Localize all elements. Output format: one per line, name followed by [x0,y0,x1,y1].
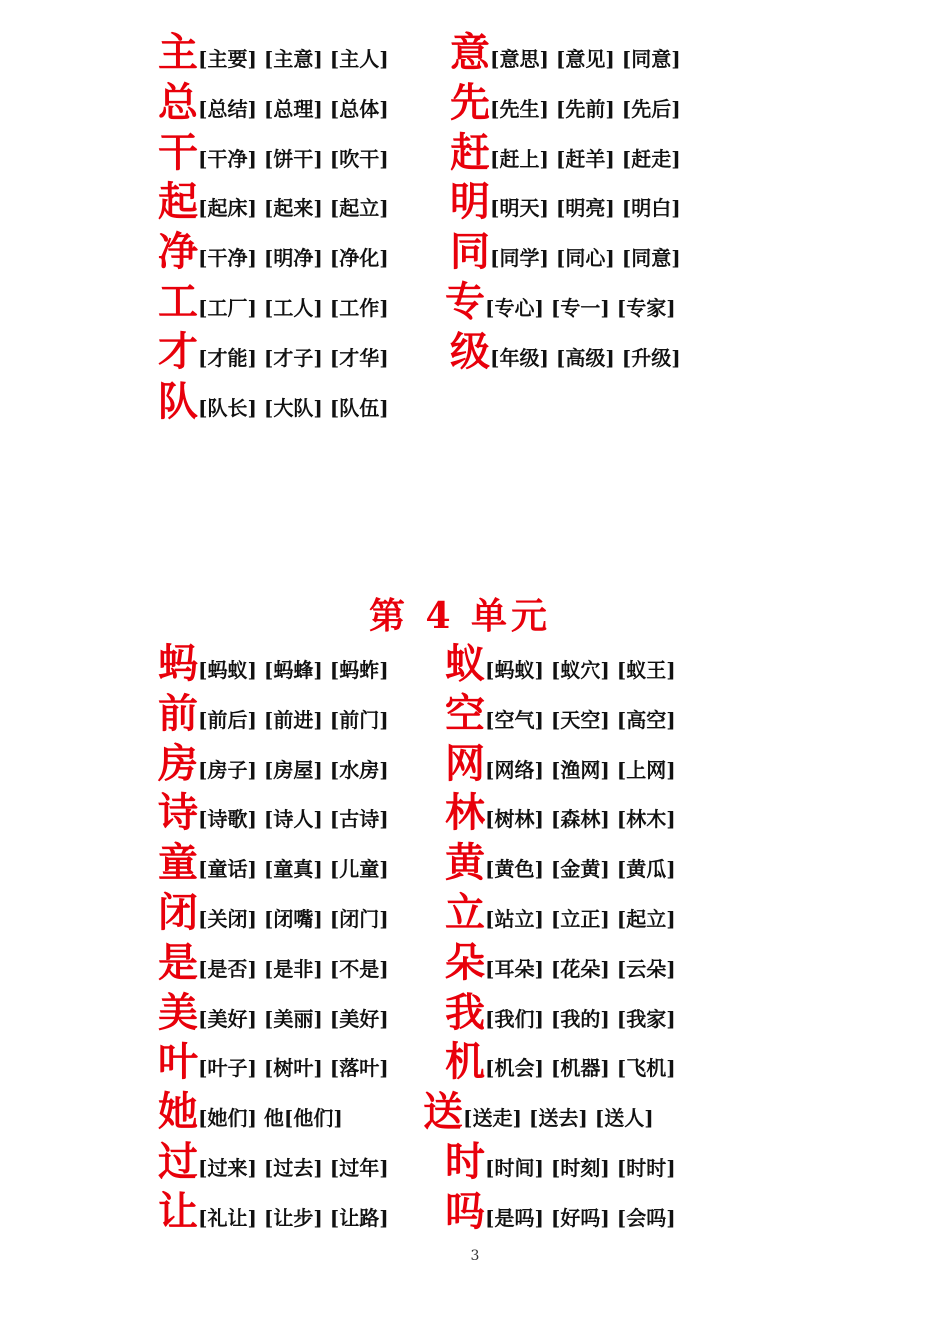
vocab-entry [450,327,681,377]
vocab-character: 网 [445,739,485,787]
vocab-entry [450,128,681,178]
vocab-words: [网络] [渔网] [上网] [485,757,676,782]
vocab-words: [蚂蚁] [蚁穴] [蚁王] [485,658,676,682]
vocab-words: [队长] [大队] [队伍] [198,395,389,420]
vocab-entry [445,788,676,838]
vocab-entry [158,377,389,427]
vocab-character: 赶 [450,128,490,176]
vocab-character: 她 [158,1088,198,1136]
vocab-character: 过 [158,1138,198,1185]
vocab-words: [是吗] [好吗] [会吗] [485,1205,676,1230]
page-number: 3 [470,1248,480,1264]
vocab-character: 朵 [445,938,485,986]
vocab-words: [礼让] [让步] [让路] [198,1205,389,1230]
vocab-character: 起 [158,178,198,226]
vocab-words: [赶上] [赶羊] [赶走] [490,146,681,171]
vocab-words: [主要] [主意] [主人] [198,47,389,71]
vocab-entry [158,1037,389,1087]
vocab-words: [干净] [饼干] [吹干] [198,146,389,171]
vocab-character: 空 [445,689,485,737]
vocab-entry [158,788,389,838]
vocab-words: [叶子] [树叶] [落叶] [198,1056,389,1081]
vocab-character: 才 [158,327,198,375]
vocab-words: [机会] [机器] [飞机] [485,1056,676,1081]
vocab-entry [445,888,676,938]
vocab-words: [意思] [意见] [同意] [490,47,681,71]
vocab-entry [158,639,389,689]
vocab-words: [干净] [明净] [净化] [198,246,389,271]
vocab-entry [445,988,676,1038]
vocab-entry [158,177,389,227]
vocab-words: [专心] [专一] [专家] [485,296,676,320]
vocab-words: [诗歌] [诗人] [古诗] [198,807,389,832]
vocab-entry [450,177,681,227]
vocab-words: [蚂蚁] [蚂蜂] [蚂蚱] [198,658,389,682]
vocab-character: 闭 [158,889,198,936]
vocab-words: [树林] [森林] [林木] [485,807,676,832]
vocab-words: [过来] [过去] [过年] [198,1156,389,1180]
vocab-entry [445,689,676,739]
vocab-character: 是 [158,938,198,986]
vocab-character: 美 [158,988,198,1036]
vocab-character: 童 [158,839,198,887]
vocab-entry [158,277,389,327]
vocab-words: [她们] 他[他们] [198,1106,343,1131]
vocab-words: [站立] [立正] [起立] [485,907,676,931]
vocab-entry [158,78,389,128]
vocab-entry [445,1187,676,1237]
unit-title: 第 4 单元 [368,595,552,637]
vocab-words: [黄色] [金黄] [黄瓜] [485,857,676,882]
vocab-words: [美好] [美丽] [美好] [198,1006,389,1031]
vocab-character: 黄 [445,839,485,887]
vocab-entry [445,1137,676,1187]
vocab-character: 干 [158,128,198,176]
vocab-words: [前后] [前进] [前门] [198,707,389,732]
vocab-character: 队 [158,377,198,425]
vocab-words: [起床] [起来] [起立] [198,196,389,221]
vocab-entry [158,327,389,377]
vocab-entry [450,78,681,128]
vocab-entry [445,938,676,988]
vocab-entry [445,277,676,327]
vocab-entry [158,888,389,938]
vocab-character: 吗 [445,1187,485,1235]
vocab-entry [423,1087,654,1137]
vocab-entry [445,739,676,789]
vocab-character: 总 [158,78,198,126]
vocab-character: 立 [445,889,485,936]
vocab-entry [445,838,676,888]
vocab-character: 级 [450,327,490,375]
vocab-character: 我 [445,988,485,1036]
vocab-character: 房 [158,739,198,787]
vocab-entry [158,838,389,888]
vocab-words: [先生] [先前] [先后] [490,96,681,121]
vocab-words: [关闭] [闭嘴] [闭门] [198,907,389,931]
vocab-character: 林 [445,789,485,837]
vocab-entry [158,689,389,739]
vocab-entry [158,1137,389,1187]
vocab-words: [时间] [时刻] [时时] [485,1156,676,1180]
vocab-words: [年级] [高级] [升级] [490,345,681,370]
vocab-entry [450,227,681,277]
vocab-character: 明 [450,178,490,226]
vocab-entry [158,28,389,78]
vocab-character: 同 [450,228,490,276]
vocab-entry [158,739,389,789]
vocab-character: 时 [445,1138,485,1185]
vocab-entry [158,1087,343,1137]
vocab-character: 让 [158,1187,198,1235]
vocab-character: 净 [158,228,198,276]
vocab-character: 工 [158,278,198,325]
vocab-character: 送 [423,1088,463,1136]
vocab-character: 意 [450,29,490,76]
vocab-character: 主 [158,29,198,76]
vocab-words: [明天] [明亮] [明白] [490,196,681,221]
vocab-entry [450,28,681,78]
vocab-entry [158,128,389,178]
vocab-words: [工厂] [工人] [工作] [198,296,389,320]
vocab-character: 先 [450,78,490,126]
vocab-entry [445,1037,676,1087]
vocab-character: 诗 [158,789,198,837]
vocab-character: 叶 [158,1038,198,1086]
vocab-words: [我们] [我的] [我家] [485,1006,676,1031]
vocab-words: [总结] [总理] [总体] [198,96,389,121]
vocab-entry [158,1187,389,1237]
vocab-words: [童话] [童真] [儿童] [198,857,389,882]
vocab-character: 专 [445,278,485,325]
vocab-words: [是否] [是非] [不是] [198,956,389,981]
vocab-words: [耳朵] [花朵] [云朵] [485,956,676,981]
vocab-character: 前 [158,689,198,737]
vocab-words: [同学] [同心] [同意] [490,246,681,271]
vocab-words: [房子] [房屋] [水房] [198,757,389,782]
vocab-entry [158,227,389,277]
vocab-character: 机 [445,1038,485,1086]
vocab-entry [445,639,676,689]
vocab-words: [空气] [天空] [高空] [485,707,676,732]
vocab-entry [158,938,389,988]
vocab-character: 蚁 [445,640,485,687]
vocab-entry [158,988,389,1038]
vocab-character: 蚂 [158,640,198,687]
vocab-words: [送走] [送去] [送人] [463,1106,654,1131]
vocab-words: [才能] [才子] [才华] [198,345,389,370]
